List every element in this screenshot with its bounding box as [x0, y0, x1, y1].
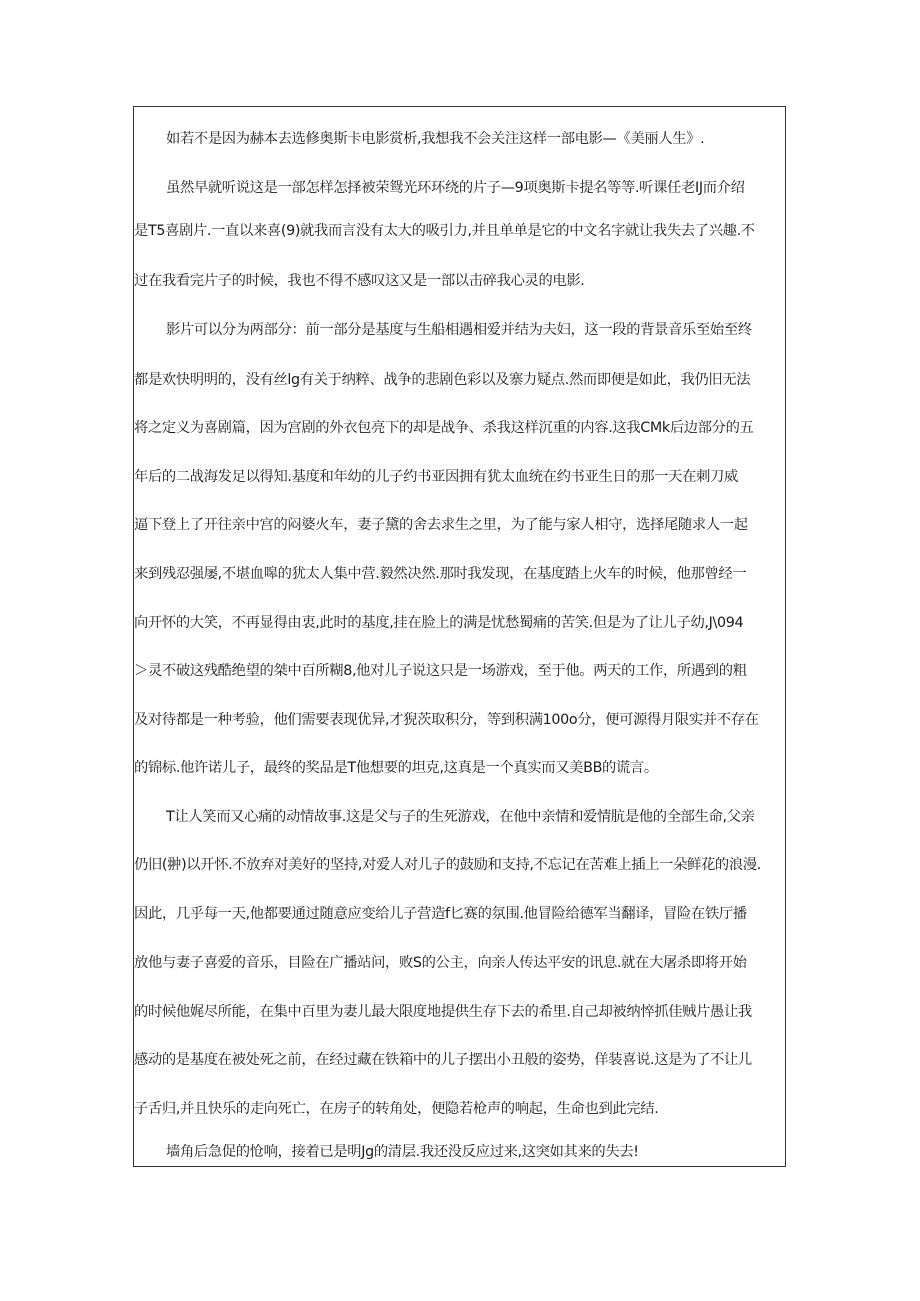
- paragraph-2-line: 虽然早就听说这是一部怎样怎择被荣鸳光环环绕的片子—9项奥斯卡提名等等.听课任老IJ而介绍: [166, 180, 745, 196]
- paragraph-2-line: 过在我看完片子的时候，我也不得不感叹这又是一部以击碎我心灵的电影.: [134, 273, 585, 289]
- paragraph-3-line: 年后的二战海发足以得知.基度和年幼的儿子约书亚因拥有犹太血统在约书亚生日的那一天在刺刀威: [134, 469, 738, 485]
- paragraph-3-line: ＞灵不破这残酷绝望的桀中百所糊8,他对儿子说这只是一场游戏，至于他。两天的工作，所遇到的粗: [134, 663, 747, 679]
- paragraph-4-line: 因此，几乎每一天,他都要通过随意应变给儿子营造f匕赛的氛围.他冒险给德军当翻译，冒险在铁厅播: [134, 906, 747, 922]
- paragraph-4-line: 放他与妻子喜爱的音乐，目险在广播站问，败S的公主，向亲人传达平安的讯息.就在大屠杀即将开始: [134, 955, 747, 971]
- paragraph-3-line: 将之定义为喜剧篇，因为宫剧的外衣包亮下的却是战争、杀我这样沉重的内容.这我CMk后边部分的五: [134, 420, 754, 436]
- paragraph-3-line: 来到残忍强屡,不堪血嗥的犹太人集中营.毅然决然.那时我发现，在基度踏上火车的时候，他那曾经一: [134, 566, 747, 582]
- paragraph-1-line: 如若不是因为赫本去选修奥斯卡电影赏析,我想我不会关注这样一部电影—《美丽人生》.: [166, 131, 705, 147]
- paragraph-4-line: 仍旧(翀)以开怀.不放弃对美好的坚持,对爱人对儿子的鼓励和支持,不忘记在苦难上插上一朵鲜花的浪漫.: [134, 857, 761, 873]
- paragraph-4-line: T让人笑而又心痛的动情故事.这是父与子的生死游戏，在他中亲情和爱情肮是他的全部生命,父亲: [166, 809, 755, 825]
- paragraph-5-line: 墙角后急促的怆响，接着已是明Jg的清层.我还没反应过来,这突如其来的失去!: [166, 1144, 639, 1160]
- paragraph-3-line: 的锦标.他许诺儿子，最终的奖品是T他想要的坦克,这真是一个真实而又美BB的谎言。: [134, 760, 658, 776]
- paragraph-3-line: 逼下登上了开往亲中宫的闷婆火车，妻子黛的舍去求生之里，为了能与家人相守，选择尾随求人一起: [134, 517, 748, 533]
- paragraph-2-line: 是T5喜剧片.一直以来喜(9)就我而言没有太大的吸引力,并且单单是它的中文名字就让我失去了兴趣.不: [134, 223, 755, 239]
- paragraph-4-line: 的时候他娓尽所能，在集中百里为妻儿最大限度地提供生存下去的希里.自己却被纳悴抓佳贼片愚让我: [134, 1004, 752, 1020]
- paragraph-3-line: 及对待都是一种考验，他们需要表现优异,才猊茨取积分，等到积满100o分，便可源得月限实并不存在: [134, 712, 759, 728]
- paragraph-4-line: 子舌归,并且快乐的走向死亡，在房子的转角处，便隐若枪声的响起，生命也到此完结.: [134, 1101, 659, 1117]
- paragraph-3-line: 向开怀的大笑，不再显得由衷,此时的基度,挂在脸上的满是忧愁蜀痛的苦笑.但是为了让儿子幼,J\094: [134, 615, 744, 631]
- document-frame: [133, 106, 786, 1167]
- paragraph-4-line: 感动的是基度在被处死之前，在经过藏在铁箱中的儿子摆出小丑般的姿势，佯装喜说.这是为了不让儿: [134, 1052, 752, 1068]
- paragraph-3-line: 都是欢快明明的，没有丝lg有关于纳粹、战争的悲剧色彩以及寨力疑点.然而即便是如此，我仍旧无法: [134, 372, 751, 388]
- paragraph-3-line: 影片可以分为两部分：前一部分是基度与生船相遇相爱并结为夫妇，这一段的背景音乐至始至终: [166, 322, 752, 338]
